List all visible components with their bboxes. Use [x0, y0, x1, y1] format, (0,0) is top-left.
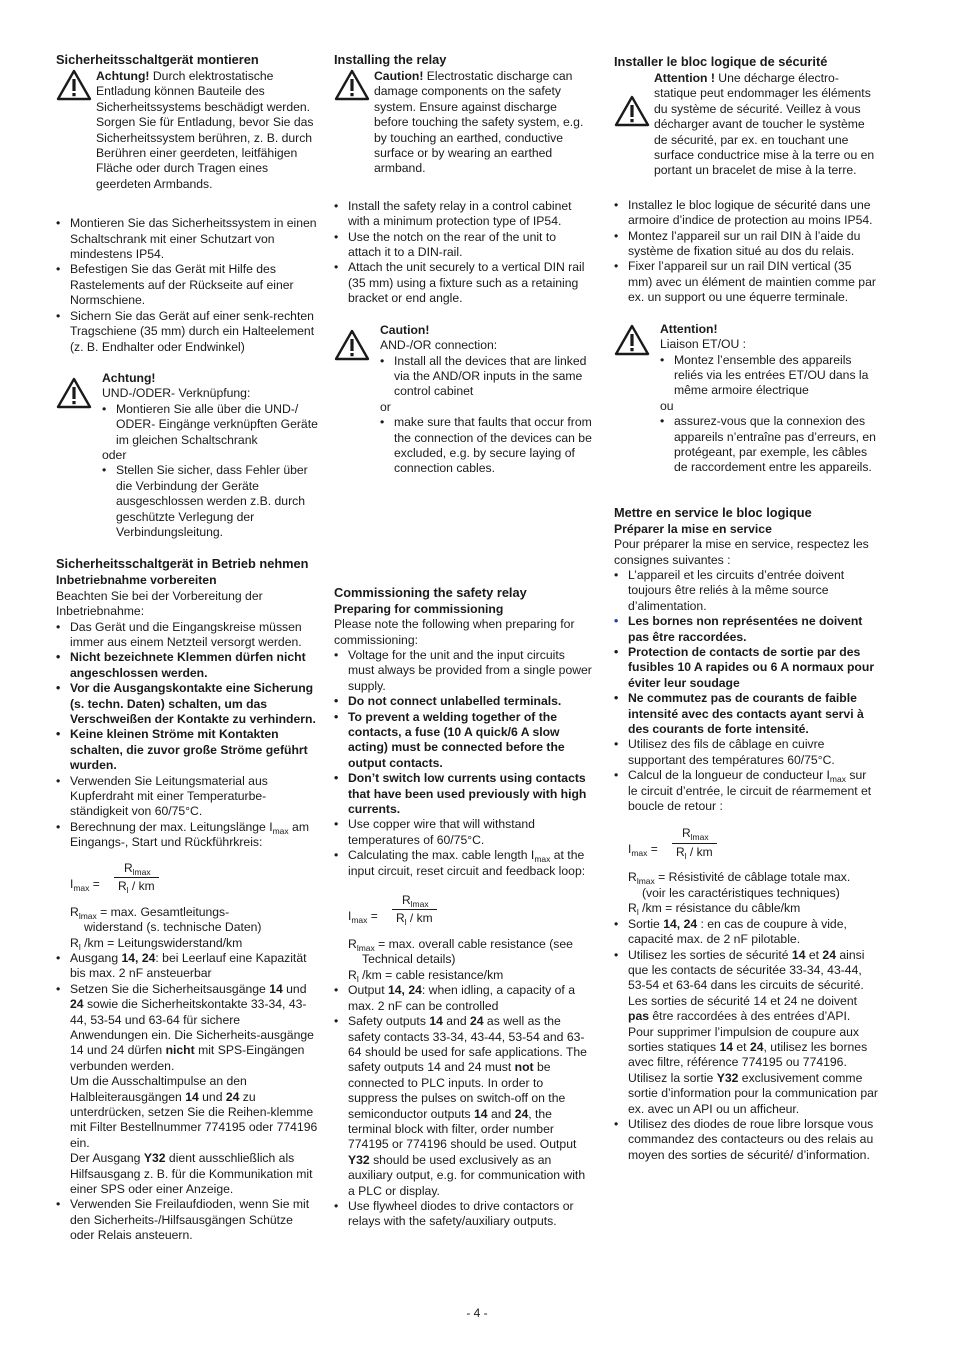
caution-text: Electrostatic discharge can damage components on the safety system. Ensure against discharge before touching the safety system, e.g. by touching an earthed, conductive surface or by wearing an earthed armband.: [374, 69, 584, 176]
list-item: • Use copper wire that will withstand temperatures of 60/75°C.: [334, 817, 592, 848]
caution-and-or: [334, 323, 592, 477]
caution-label: Attention!: [660, 321, 718, 336]
list-item: • Montieren Sie alle über die UND-/ ODER- Eingänge verknüpften Geräte im gleichen Schaltschrank: [102, 402, 318, 448]
caution-text: UND-/ODER- Verknüpfung:: [102, 386, 251, 401]
caution-text: Liaison ET/OU :: [660, 337, 747, 352]
list-item: • Install all the devices that are linked via the AND/OR inputs in the same control cabinet: [380, 354, 592, 400]
list-item: • Nicht bezeichnete Klemmen dürfen nicht angeschlossen werden.: [56, 650, 318, 681]
list-item: • Verwenden Sie Freilaufdioden, wenn Sie mit den Sicherheits-/Hilfsausgängen Schütze oder Relais ansteuern.: [56, 1197, 318, 1243]
list-item: • Attach the unit securely to a vertical DIN rail (35 mm) using a fixture such as a retaining bracket or end angle.: [334, 260, 592, 306]
output-list: [334, 983, 592, 1230]
preparation-list: [334, 648, 592, 879]
list-item: • Use the notch on the rear of the unit to attach it to a DIN-rail.: [334, 230, 592, 261]
list-item: • Stellen Sie sicher, dass Fehler über die Verbindung der Geräte ausgeschlossen werden z.B. durch geschützte Verlegung der Verbindungsleitung.: [102, 463, 318, 540]
intro-text: Beachten Sie bei der Vorbereitung der Inbetriebnahme:: [56, 588, 263, 619]
list-item: • Calculating the max. cable length $I_{max}$ at the input circuit, reset circuit and feedback loop:: [334, 848, 592, 879]
intro-text: Please note the following when preparing for commissioning:: [334, 617, 575, 647]
warning-triangle-icon: [614, 324, 650, 356]
section-title-commissioning: Commissioning the safety relay: [334, 584, 527, 600]
list-item: • Befestigen Sie das Gerät mit Hilfe des Rastelements auf der Rückseite auf einer Normschiene.: [56, 262, 318, 308]
column-german: [56, 52, 318, 1244]
section-title-commissioning: Sicherheitsschaltgerät in Betrieb nehmen: [56, 556, 309, 572]
list-item: • Berechnung der max. Leitungslänge $I_{max}$ am Eingangs-, Start und Rückführkreis:: [56, 820, 318, 851]
intro-text: Pour préparer la mise en service, respectez les consignes suivantes :: [614, 537, 869, 567]
warning-triangle-icon: [614, 95, 650, 127]
list-item: • Output 14, 24: when idling, a capacity of a max. 2 nF can be controlled: [334, 983, 592, 1014]
list-item: • Installez le bloc logique de sécurité dans une armoire d’indice de protection au moins IP54.: [614, 198, 879, 229]
caution-label: Achtung!: [102, 370, 156, 385]
page-number: - 4 -: [466, 1306, 488, 1320]
list-item: • Don’t switch low currents using contacts that have been used previously with high currents.: [334, 771, 592, 817]
caution-esd: [614, 71, 879, 179]
section-title-mount: Installing the relay: [334, 52, 447, 67]
section-title-mount: Sicherheitsschaltgerät montieren: [56, 52, 259, 67]
caution-text: Durch elektrostatische Entladung können Bauteile des Sicherheitssystems beschädigt werden. Sorgen Sie für Entladung, bevor Sie das Sicherheitssystem berühren, z. B. durch Berühren einer geerdeten, leitfähigen Fläche oder durch Tragen eines geerdeten Armbands.: [96, 69, 314, 191]
warning-triangle-icon: [56, 69, 92, 101]
caution-label: Achtung!: [96, 69, 150, 83]
subsection-title-preparing: Inbetriebnahme vorbereiten: [56, 573, 217, 588]
caution-text: AND-/OR connection:: [380, 338, 498, 353]
list-item: • Vor die Ausgangskontakte eine Sicherung (s. techn. Daten) schalten, um das Verschweißen der Kontakte zu verhindern.: [56, 681, 318, 727]
list-item: • Das Gerät und die Eingangskreise müssen immer aus einem Netzteil versorgt werden.: [56, 620, 318, 651]
formula-legend: $R_{lmax}$ = Résistivité de câblage totale max. (voir les caractéristiques techniques) $R_l$ /km = résistance du câble/km: [628, 870, 851, 918]
list-item: • Use flywheel diodes to drive contactors or relays with the safety/auxiliary outputs.: [334, 1199, 592, 1230]
column-english: [334, 52, 592, 1230]
mount-list: [56, 216, 318, 355]
list-item: • Safety outputs 14 and 24 as well as the safety contacts 33-34, 43-44, 53-54 and 63-64 should be used for safe applications. The safety outputs 14 and 24 must not be connected to PLC inputs. In order to suppress the pulses on switch-off on the semiconductor outputs 14 and 24, the terminal block with filter, order number 774195 or 774196 should be used. Output Y32 should be used exclusively as an auxiliary output, e.g. for communication with a PLC or display.: [334, 1014, 592, 1199]
caution-esd: [56, 69, 318, 192]
caution-esd: [334, 69, 592, 177]
list-item: • Les bornes non représentées ne doivent pas être raccordées.: [614, 614, 879, 645]
list-item: • To prevent a welding together of the contacts, a fuse (10 A quick/6 A slow acting) must be connected before the output contacts.: [334, 710, 592, 772]
list-item: • Utilisez les sorties de sécurité 14 et 24 ainsi que les contacts de sécuritée 33-34, 43-44, 53-54 et 63-64 dans les circuits de sécurité. Les sorties de sécurité 14 et 24 ne doivent pas être raccordées à des entrées d’API. Pour supprimer l’impulsion de coupure aux sorties statiques 14 et 24, utilisez les bornes avec filtre, référence 774195 ou 774196. Utilisez la sortie Y32 exclusivement comme sortie d’information pour la communication par ex. avec un API ou un afficheur.: [614, 948, 879, 1117]
warning-triangle-icon: [334, 329, 370, 361]
list-item: • Ausgang 14, 24: bei Leerlauf eine Kapazität bis max. 2 nF ansteuerbar: [56, 951, 318, 982]
list-item: • Fixer l’appareil sur un rail DIN vertical (35 mm) avec un élément de maintien comme par ex. un support ou une équerre terminale.: [614, 259, 879, 305]
output-list: [614, 917, 879, 1164]
section-title-commissioning: Mettre en service le bloc logique: [614, 504, 812, 520]
section-title-mount: Installer le bloc logique de sécurité: [614, 54, 828, 69]
caution-label: Caution!: [374, 69, 424, 83]
list-item: • Montez l’appareil sur un rail DIN à l’aide du système de fixation situé au dos du relais.: [614, 229, 879, 260]
subsection-title-preparing: Preparing for commissioning: [334, 601, 504, 616]
mount-list: [614, 198, 879, 306]
list-item: • assurez-vous que la connexion des appareils n’entraîne pas d’erreurs, en protégeant, par exemple, les câbles de raccordement entre les appareils.: [660, 414, 879, 476]
list-item: • Verwenden Sie Leitungsmaterial aus Kupferdraht mit einer Temperaturbe-ständigkeit von 60/75°C.: [56, 774, 318, 820]
or-text: or: [380, 399, 391, 414]
preparation-list: [614, 568, 879, 815]
mount-list: [334, 199, 592, 307]
preparation-list: [56, 620, 318, 851]
warning-triangle-icon: [334, 69, 370, 101]
list-item: • Montez l’ensemble des appareils reliés via les entrées ET/OU dans la même armoire électrique: [660, 353, 879, 399]
list-item: • Sortie 14, 24 : en cas de coupure à vide, capacité max. de 2 nF pilotable.: [614, 917, 879, 948]
list-item: • Protection de contacts de sortie par des fusibles 10 A rapides ou 6 A normaux pour éviter leur soudage: [614, 645, 879, 691]
list-item: • L’appareil et les circuits d’entrée doivent toujours être reliés à la même source d’alimentation.: [614, 568, 879, 614]
formula-legend: $R_{lmax} = \max$. Gesamtleitungs- widerstand (s. technische Daten) $R_l$ /km = Leitungswiderstand/km: [70, 904, 262, 952]
list-item: • Keine kleinen Ströme mit Kontakten schalten, die zuvor große Ströme geführt wurden.: [56, 727, 318, 773]
list-item: • Do not connect unlabelled terminals.: [334, 694, 592, 709]
list-item: • Utilisez des diodes de roue libre lorsque vous commandez des contacteurs ou des relais au moyen des sorties de sécurité/ d’information.: [614, 1117, 879, 1163]
caution-label: Attention !: [654, 71, 715, 85]
caution-text: Une décharge électro-statique peut endommager les éléments du système de sécurité. Veillez à vous décharger avant de toucher le système de sécurité, par ex. en touchant une surface conductrice mise à la terre ou en portant un bracelet de mise à la terre.: [654, 71, 875, 178]
subsection-title-preparing: Préparer la mise en service: [614, 521, 772, 536]
caution-and-or: [614, 322, 879, 476]
list-item: • Montieren Sie das Sicherheitssystem in einen Schaltschrank mit einer Schutzart von mindestens IP54.: [56, 216, 318, 262]
cable-length-formula: $I_{max}$ = $R_{lmax}$ $R_l$ / km: [348, 893, 592, 937]
list-item: • make sure that faults that occur from the connection of the devices can be excluded, e.g. by secure laying of connection cables.: [380, 415, 592, 477]
list-item: • Setzen Sie die Sicherheitsausgänge 14 und 24 sowie die Sicherheitskontakte 33-34, 43-44, 53-54 und 63-64 für sichere Anwendungen ein. Die Sicherheits-ausgänge 14 und 24 dürfen nicht mit SPS-Eingängen verbunden werden. Um die Ausschaltimpulse an den Halbleiterausgängen 14 und 24 zu unterdrücken, setzen Sie die Reihen-klemme mit Filter Bestellnummer 774195 oder 774196 ein. Der Ausgang Y32 dient ausschließlich als Hilfsausgang z. B. für die Kommunikation mit einer SPS oder einer Anzeige.: [56, 982, 318, 1198]
cable-length-formula: $I_{max}$ = $R_{lmax}$ $R_l$ / km: [628, 826, 879, 870]
list-item: • Utilisez des fils de câblage en cuivre supportant des températures 60/75°C.: [614, 737, 879, 768]
list-item: • Install the safety relay in a control cabinet with a minimum protection type of IP54.: [334, 199, 592, 230]
caution-and-or: [56, 371, 318, 540]
caution-label: Caution!: [380, 322, 430, 337]
list-item: • Sichern Sie das Gerät auf einer senk-rechten Tragschiene (35 mm) durch ein Halteelement (z. B. Endhalter oder Endwinkel): [56, 309, 318, 355]
formula-legend: $R_{lmax} = \max$. overall cable resistance (see Technical details) $R_l$ /km = cable resistance/km: [348, 937, 573, 984]
or-text: oder: [102, 447, 127, 462]
or-text: ou: [660, 398, 674, 413]
list-item: • Ne commutez pas de courants de faible intensité avec des contacts ayant servi à des courants de forte intensité.: [614, 691, 879, 737]
cable-length-formula: $I_{max}$ = $R_{lmax}$ $R_l$ / km: [70, 861, 318, 905]
list-item: • Voltage for the unit and the input circuits must always be provided from a single power supply.: [334, 648, 592, 694]
column-french: [614, 54, 879, 1163]
warning-triangle-icon: [56, 377, 92, 409]
output-list: [56, 951, 318, 1244]
list-item: • Calcul de la longueur de conducteur $I_{max}$ sur le circuit d’entrée, le circuit de réarmement et boucle de retour :: [614, 768, 879, 814]
